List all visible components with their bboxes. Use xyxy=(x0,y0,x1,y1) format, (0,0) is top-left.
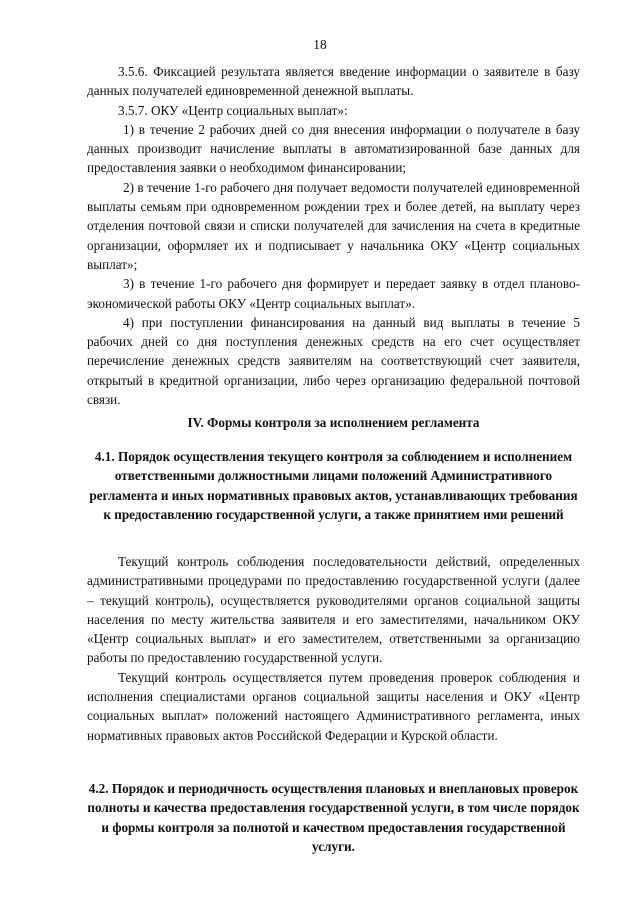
page-number: 18 xyxy=(313,37,327,52)
list-item-4: 4) при поступлении финансирования на данный вид выплаты в течение 5 рабочих дней со дня поступления денежных средств на его счет осуществляет перечисление денежных средств заявителям на соответствующий счет заявителя, открытый в кредитной организации, либо через организацию федеральной почтовой связи. xyxy=(87,314,580,408)
section-3-5-text xyxy=(87,62,580,409)
paragraph-3-5-7: 3.5.7. ОКУ «Центр социальных выплат»: xyxy=(118,102,348,118)
paragraph-3-5-6: 3.5.6. Фиксацией результата является введение информации о заявителе в базу данных получателей единовременной денежной выплаты. xyxy=(87,64,580,99)
heading-4-1: 4.1. Порядок осуществления текущего контроля за соблюдением и исполнением ответственными должностными лицами положений Административного регламента и иных нормативных правовых актов, устанавливающих требования к предоставлению государственной услуги, а также принятием ими решений xyxy=(89,449,578,522)
section-iv-title: IV. Формы контроля за исполнением регламента xyxy=(187,415,480,430)
section-4-1-text xyxy=(87,552,580,745)
heading-4-2: 4.2. Порядок и периодичность осуществления плановых и внеплановых проверок полноты и качества предоставления государственной услуги, в том числе порядок и формы контроля за полнотой и качеством предоставления государственной услуги. xyxy=(87,781,580,854)
list-item-3: 3) в течение 1-го рабочего дня формирует и передает заявку в отдел планово-экономической работы ОКУ «Центр социальных выплат». xyxy=(87,276,580,311)
paragraph-control-method: Текущий контроль осуществляется путем проведения проверок соблюдения и исполнения специалистами органов социальной защиты населения и ОКУ «Центр социальных выплат» положений настоящего Административного регламента, иных нормативных правовых актов Российской Федерации и Курской области. xyxy=(87,669,580,743)
list-item-1: 1) в течение 2 рабочих дней со дня внесения информации о получателе в базу данных производит начисление выплаты в автоматизированной базе данных для предоставления заявки о необходимом финансировании; xyxy=(87,121,580,176)
list-item-2: 2) в течение 1-го рабочего дня получает ведомости получателей единовременной выплаты семьям при одновременном рождении трех и более детей, на выплату через отделения почтовой связи и списки получателей для зачисления на счета в кредитные организации, оформляет их и подписывает у начальника ОКУ «Центр социальных выплат»; xyxy=(87,179,580,272)
paragraph-current-control: Текущий контроль соблюдения последовательности действий, определенных административными процедурами по предоставлению государственной услуги (далее – текущий контроль), осуществляется руководителями органов социальной защиты населения по месту жительства заявителя и его заместителями, начальником ОКУ «Центр социальных выплат» и его заместителем, ответственными за организацию работы по предоставлению государственной услуги. xyxy=(87,554,580,666)
